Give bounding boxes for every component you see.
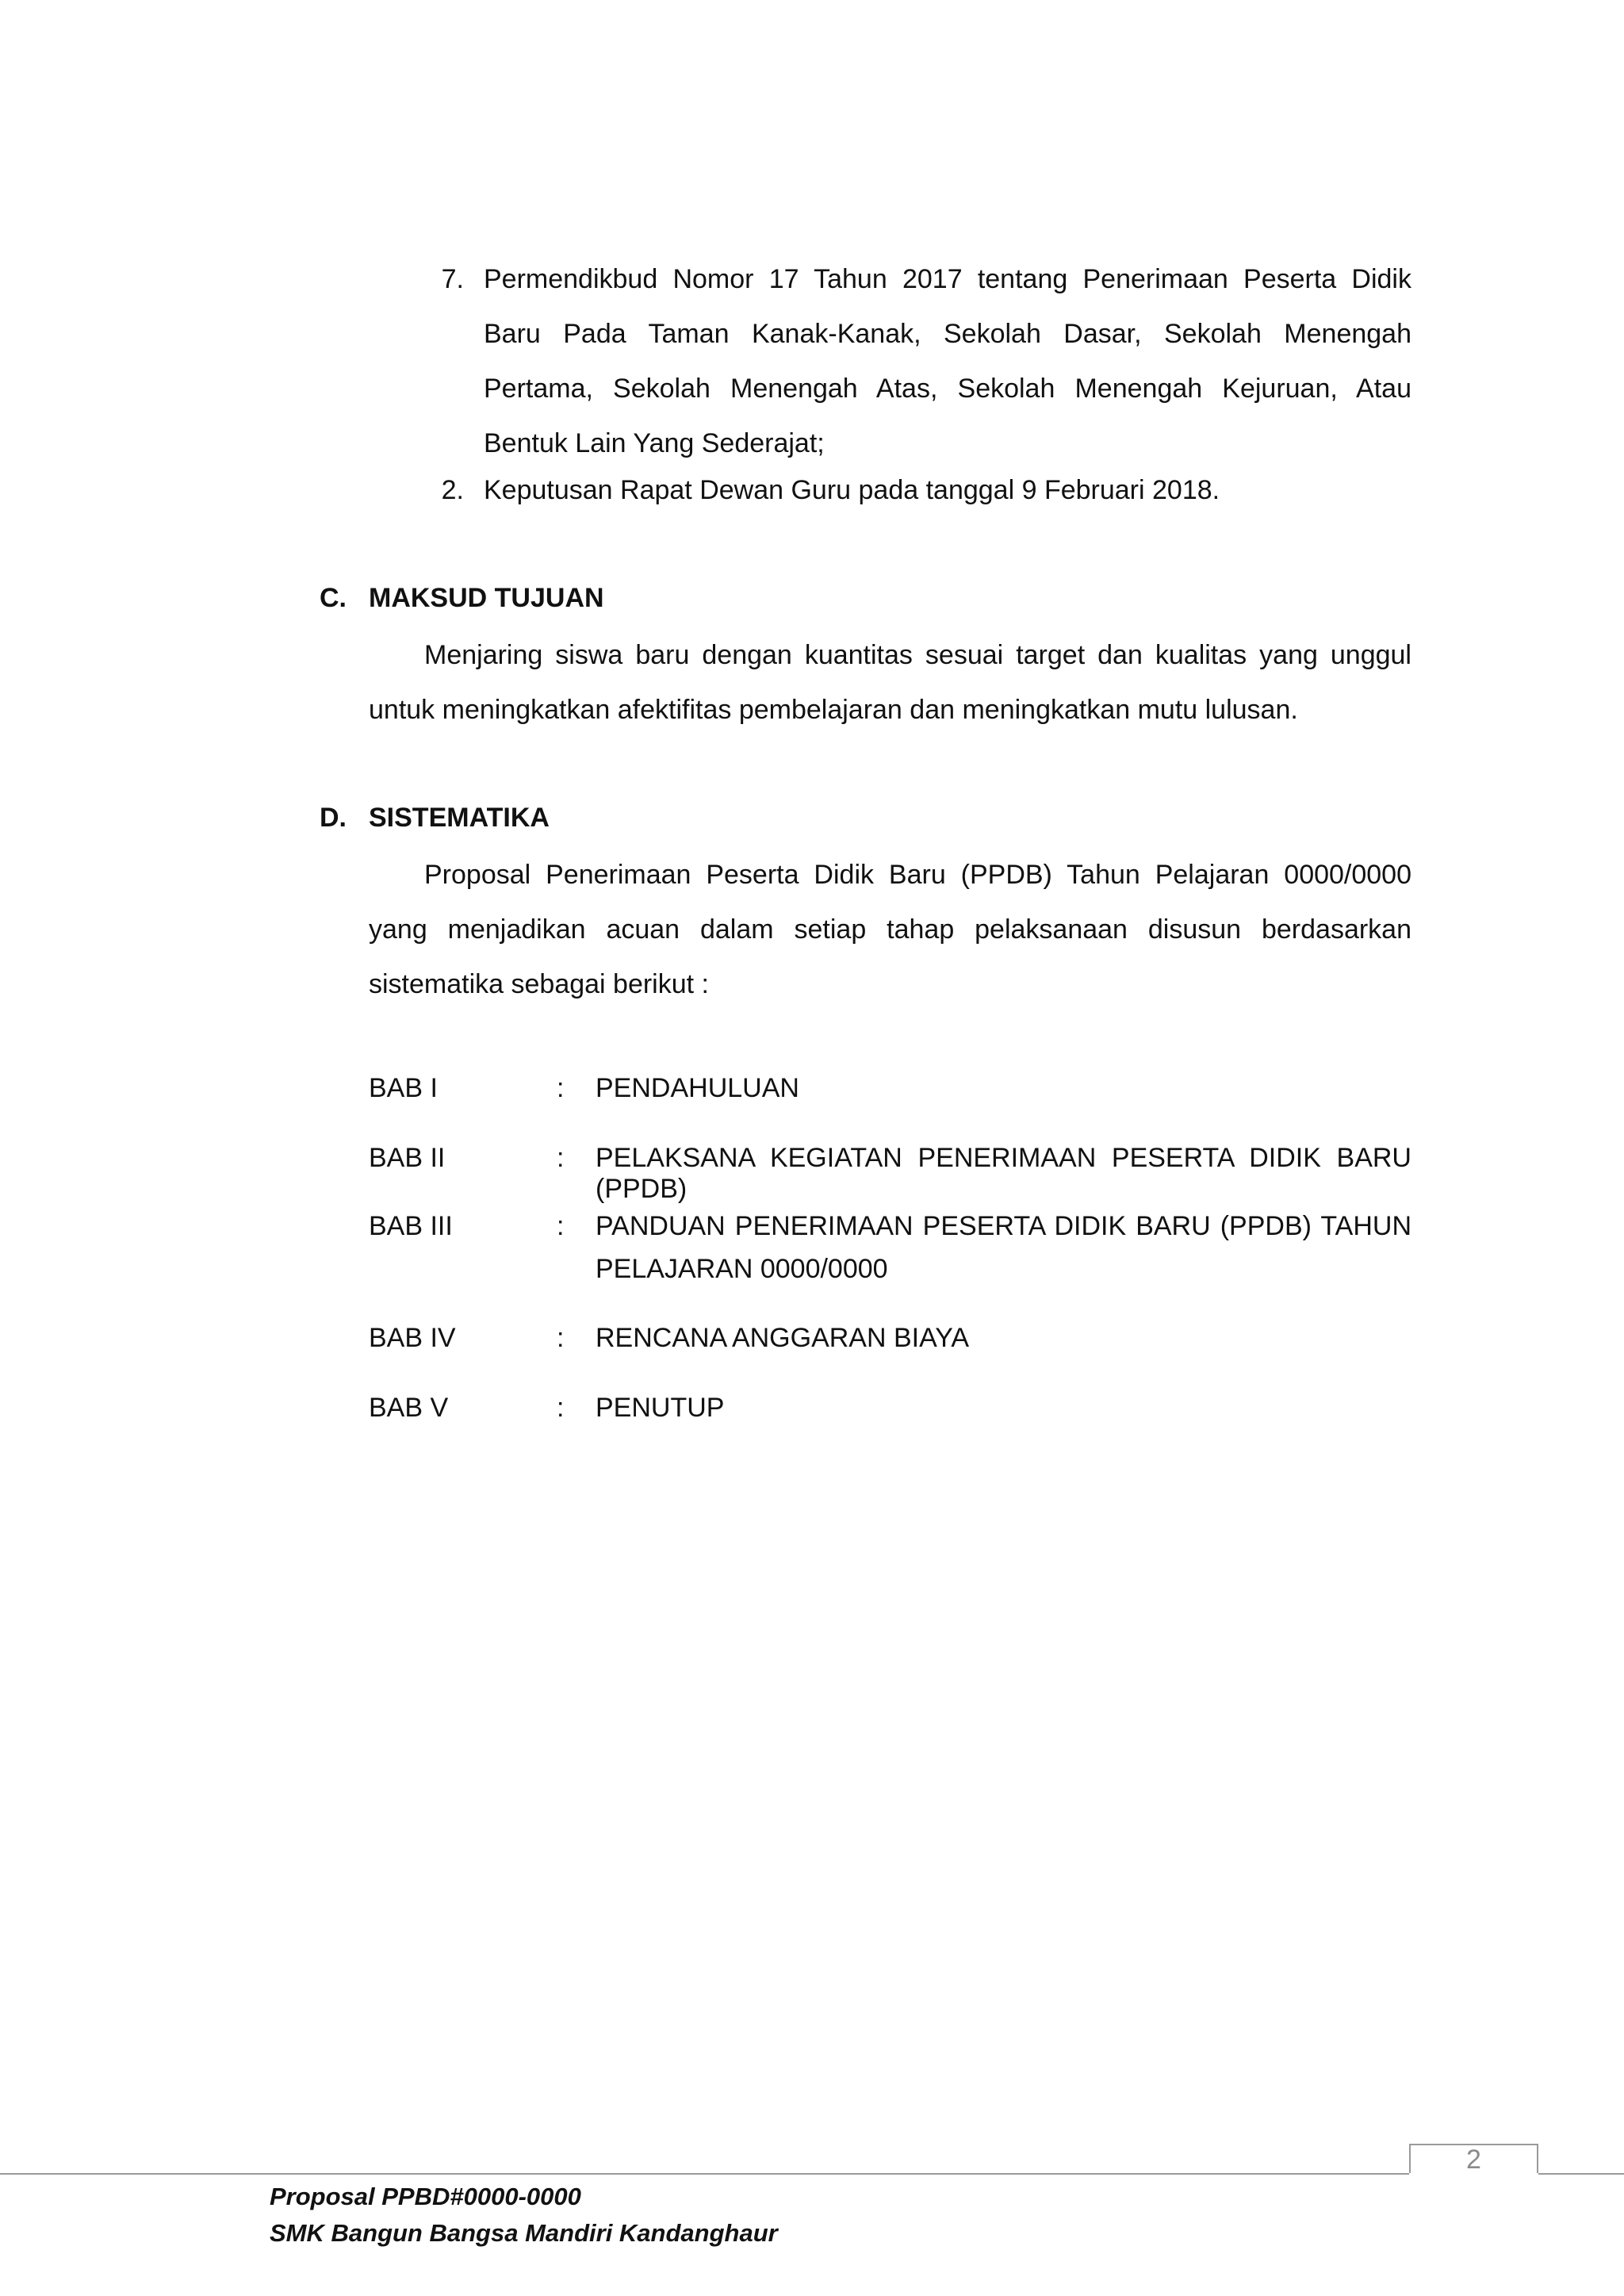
bab-colon: : (557, 1323, 565, 1353)
bab-label: BAB I (369, 1073, 438, 1103)
reference-number: 7. (441, 264, 464, 294)
page-number: 2 (1466, 2145, 1481, 2175)
bab-colon: : (557, 1393, 565, 1423)
bab-description: PENDAHULUAN (596, 1073, 799, 1103)
bab-label: BAB IV (369, 1323, 456, 1353)
footer-rule (0, 2173, 1409, 2175)
bab-label: BAB II (369, 1143, 446, 1173)
section-c-paragraph: Menjaring siswa baru dengan kuantitas sesuai target dan kualitas yang unggul untuk meningkatkan afektifitas pembelajaran dan meningkatkan mutu lulusan. (369, 640, 1411, 725)
reference-number: 2. (441, 475, 464, 505)
reference-text: Keputusan Rapat Dewan Guru pada tanggal 9 Februari 2018. (484, 475, 1220, 505)
bab-colon: : (557, 1073, 565, 1103)
page-number-tab (1409, 2144, 1538, 2173)
bab-description: PELAKSANA KEGIATAN PENERIMAAN PESERTA DIDIK BARU (PPDB) (596, 1143, 1411, 1204)
bab-label: BAB III (369, 1211, 453, 1241)
footer-document-id: Proposal PPBD#0000-0000 (270, 2183, 581, 2210)
reference-text: Permendikbud Nomor 17 Tahun 2017 tentang Penerimaan Peserta Didik Baru Pada Taman Kanak-Kanak, Sekolah Dasar, Sekolah Menengah Pertama, Sekolah Menengah Atas, Sekolah Menengah Kejuruan, Atau Bentuk Lain Yang Sederajat; (484, 264, 1411, 458)
bab-description: RENCANA ANGGARAN BIAYA (596, 1323, 970, 1353)
bab-colon: : (557, 1211, 565, 1241)
bab-description: PENUTUP (596, 1393, 725, 1423)
section-d-paragraph: Proposal Penerimaan Peserta Didik Baru (PPDB) Tahun Pelajaran 0000/0000 yang menjadikan acuan dalam setiap tahap pelaksanaan disusun berdasarkan sistematika sebagai berikut : (369, 860, 1411, 999)
section-c-title: MAKSUD TUJUAN (369, 583, 604, 613)
bab-label: BAB V (369, 1393, 449, 1423)
bab-description: PANDUAN PENERIMAAN PESERTA DIDIK BARU (PPDB) TAHUN PELAJARAN 0000/0000 (596, 1211, 1411, 1284)
section-d-letter: D. (320, 803, 347, 833)
section-c-letter: C. (320, 583, 347, 613)
section-d-title: SISTEMATIKA (369, 803, 550, 833)
footer-school-name: SMK Bangun Bangsa Mandiri Kandanghaur (270, 2219, 778, 2247)
footer-rule-right (1538, 2173, 1624, 2175)
bab-colon: : (557, 1143, 565, 1173)
